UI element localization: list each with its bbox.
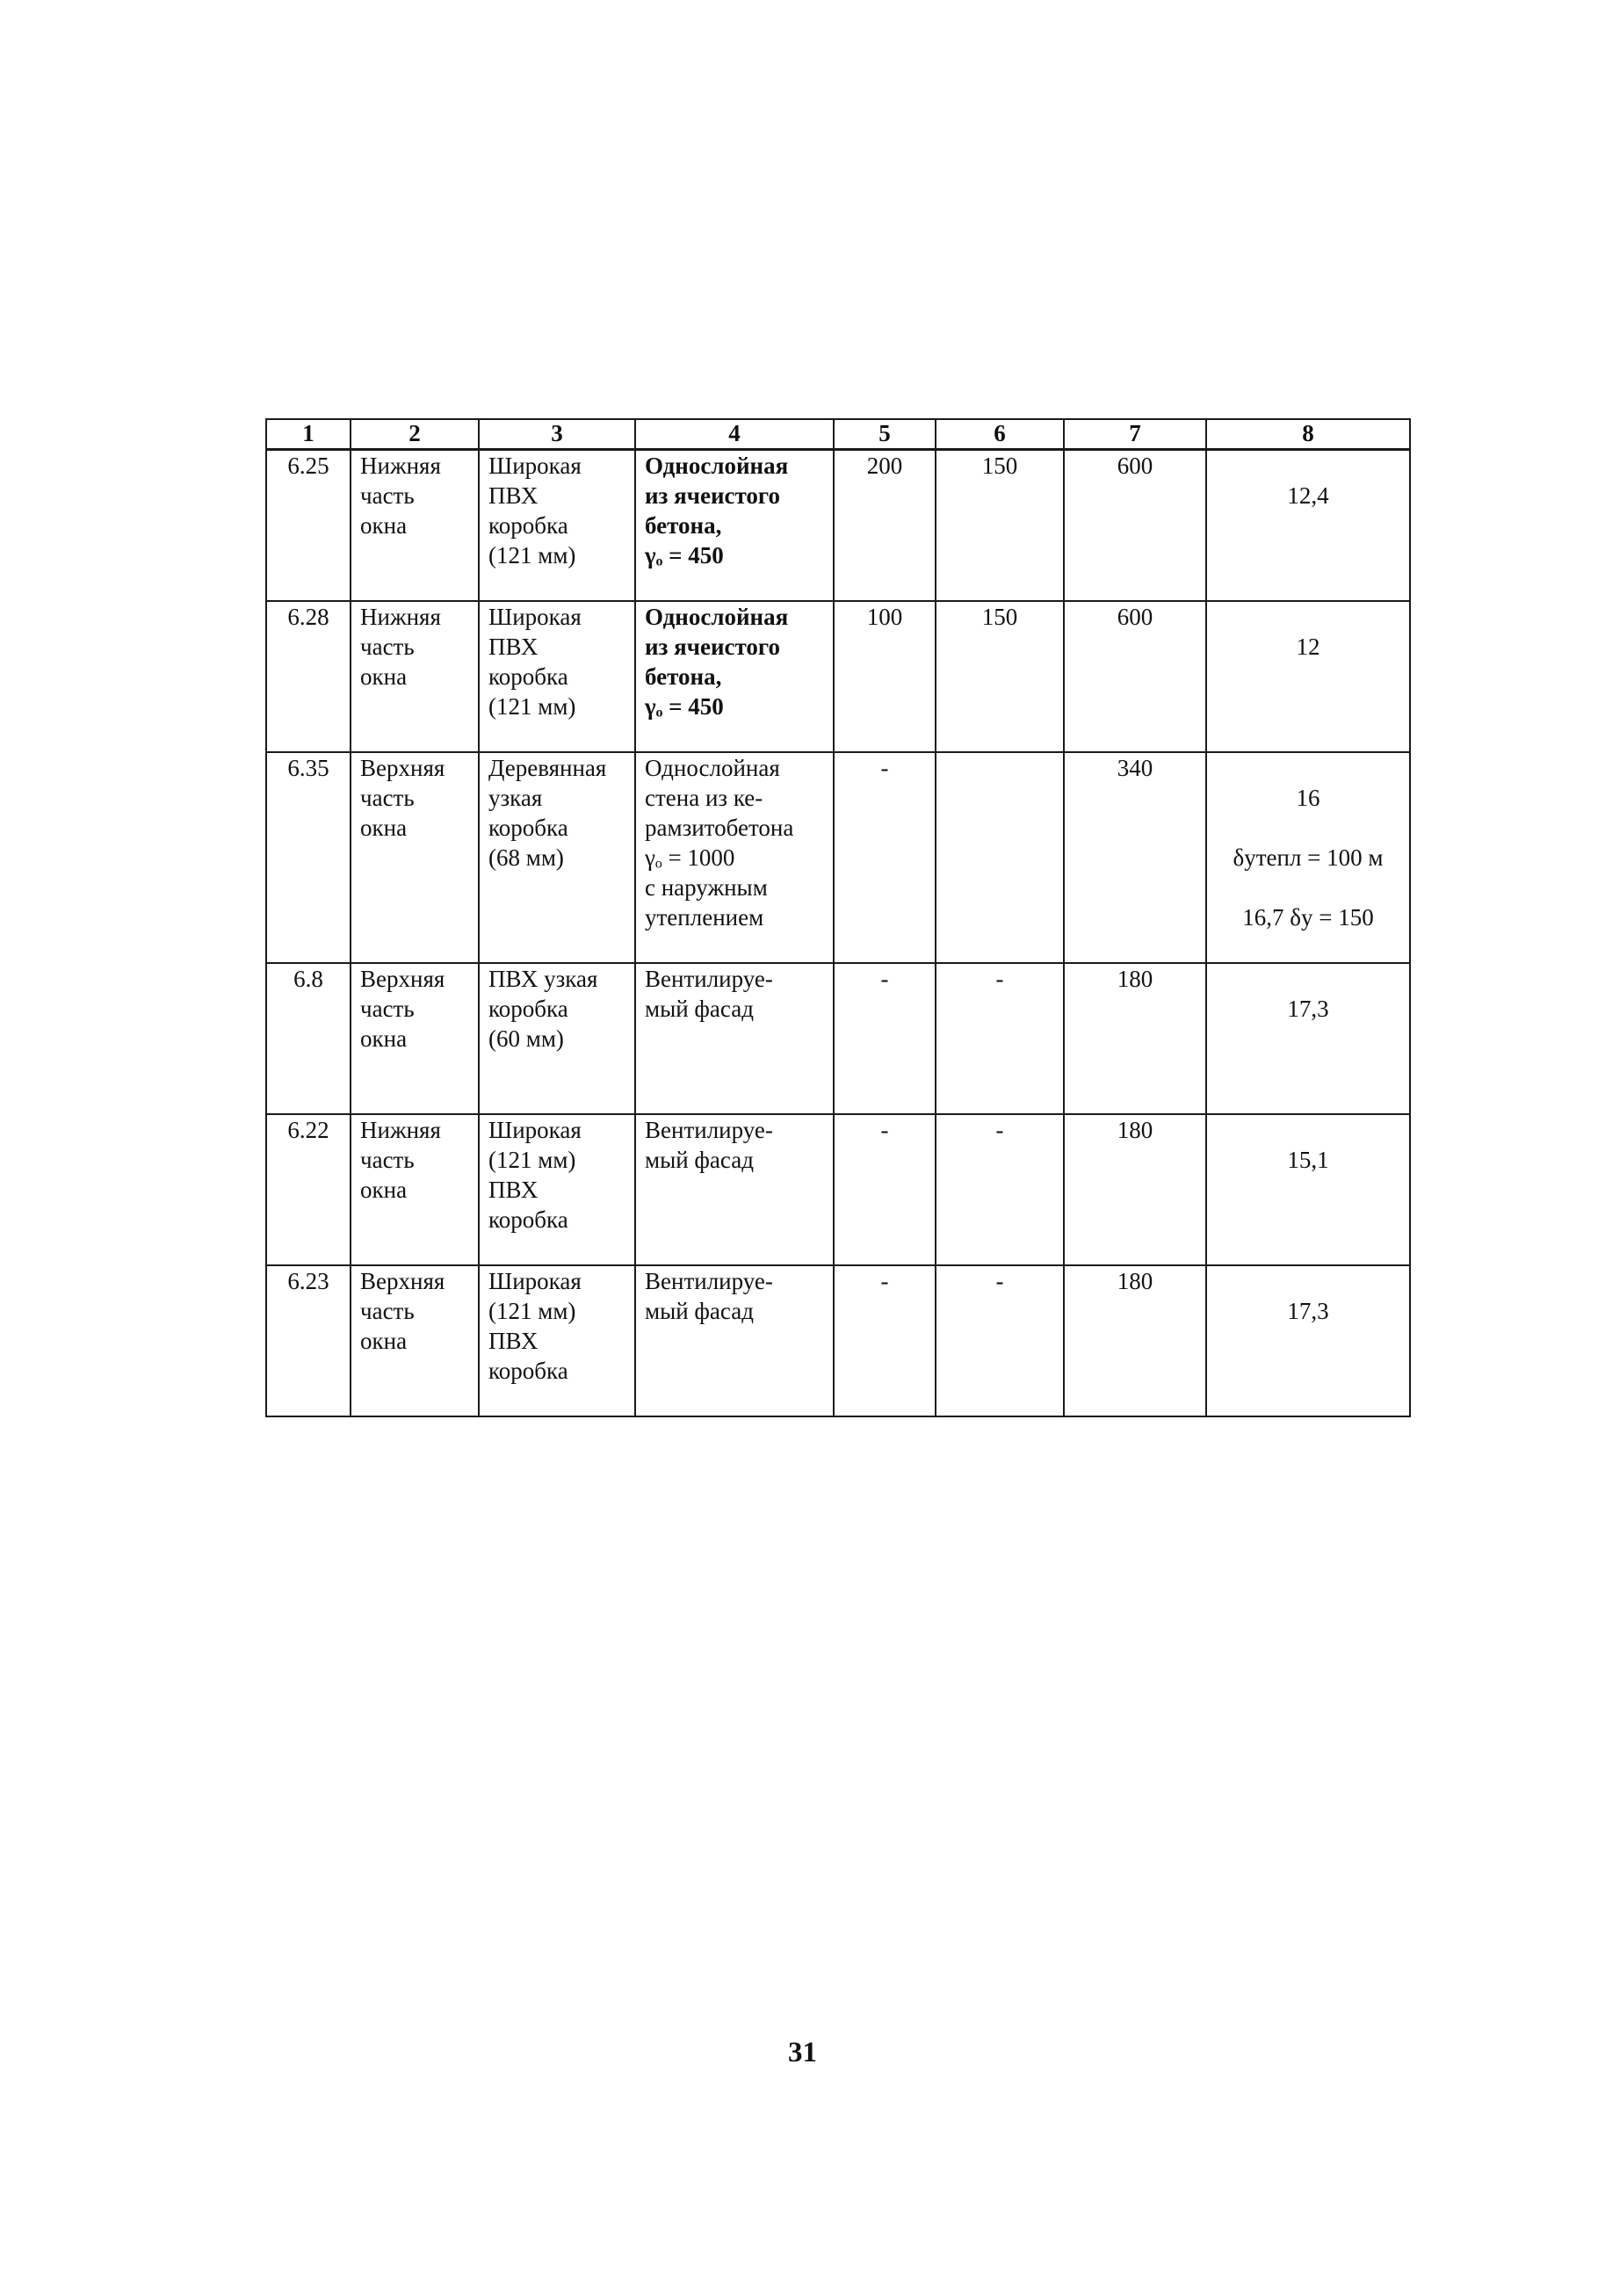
window-part: Нижняя часть окна <box>351 450 479 601</box>
header-col-6: 6 <box>936 419 1064 450</box>
col-8-line: δутепл = 100 м <box>1233 844 1384 871</box>
row-number: 6.22 <box>266 1114 351 1265</box>
col-5-value: - <box>834 752 936 963</box>
frame-type: Деревянная узкая коробка (68 мм) <box>479 752 635 963</box>
window-part: Верхняя часть окна <box>351 752 479 963</box>
page-number: 31 <box>788 2037 817 2068</box>
window-part: Нижняя часть окна <box>351 601 479 752</box>
col-7-value: 180 <box>1064 1265 1206 1416</box>
row-number: 6.28 <box>266 601 351 752</box>
col-5-value: - <box>834 963 936 1114</box>
col-5-value: - <box>834 1265 936 1416</box>
wall-type: Вентилируе- мый фасад <box>635 1114 834 1265</box>
col-5-value: 200 <box>834 450 936 601</box>
col-8-value <box>1206 1114 1410 1265</box>
wall-type: Вентилируе- мый фасад <box>635 963 834 1114</box>
table-row <box>266 752 1410 963</box>
col-7-value: 180 <box>1064 1114 1206 1265</box>
col-8-line: 17,3 <box>1287 995 1329 1022</box>
table-header <box>266 419 1410 450</box>
table-row <box>266 1114 1410 1265</box>
window-part: Верхняя часть окна <box>351 963 479 1114</box>
col-8-line: 17,3 <box>1287 1297 1329 1324</box>
table-row <box>266 1265 1410 1416</box>
header-col-5: 5 <box>834 419 936 450</box>
data-table <box>265 418 1411 1417</box>
table-body <box>266 450 1410 1416</box>
row-number: 6.35 <box>266 752 351 963</box>
col-8-value <box>1206 601 1410 752</box>
table-row <box>266 601 1410 752</box>
col-6-value <box>936 752 1064 963</box>
wall-type: Однослойная из ячеистого бетона, γₒ = 450 <box>635 601 834 752</box>
header-col-2: 2 <box>351 419 479 450</box>
col-6-value: - <box>936 1265 1064 1416</box>
col-8-value <box>1206 752 1410 963</box>
header-col-4: 4 <box>635 419 834 450</box>
col-7-value: 180 <box>1064 963 1206 1114</box>
header-col-7: 7 <box>1064 419 1206 450</box>
col-5-value: 100 <box>834 601 936 752</box>
frame-type: Широкая (121 мм) ПВХ коробка <box>479 1114 635 1265</box>
col-8-line: 16 <box>1296 784 1320 811</box>
col-6-value: 150 <box>936 450 1064 601</box>
header-col-8: 8 <box>1206 419 1410 450</box>
col-8-value <box>1206 963 1410 1114</box>
col-5-value: - <box>834 1114 936 1265</box>
col-7-value: 600 <box>1064 450 1206 601</box>
frame-type: Широкая (121 мм) ПВХ коробка <box>479 1265 635 1416</box>
window-part: Нижняя часть окна <box>351 1114 479 1265</box>
table-row <box>266 963 1410 1114</box>
col-8-value <box>1206 450 1410 601</box>
row-number: 6.25 <box>266 450 351 601</box>
col-7-value: 340 <box>1064 752 1206 963</box>
col-8-line: 15,1 <box>1287 1146 1329 1173</box>
row-number: 6.8 <box>266 963 351 1114</box>
col-6-value: 150 <box>936 601 1064 752</box>
col-8-value <box>1206 1265 1410 1416</box>
col-8-line: 12,4 <box>1287 482 1329 509</box>
col-7-value: 600 <box>1064 601 1206 752</box>
row-number: 6.23 <box>266 1265 351 1416</box>
window-part: Верхняя часть окна <box>351 1265 479 1416</box>
table-row <box>266 450 1410 601</box>
wall-type: Вентилируе- мый фасад <box>635 1265 834 1416</box>
wall-type: Однослойная стена из ке- рамзитобетона γₒ = 1000 с наружным утеплением <box>635 752 834 963</box>
header-col-1: 1 <box>266 419 351 450</box>
col-8-line: 16,7 δу = 150 <box>1242 903 1374 931</box>
col-8-line: 12 <box>1296 633 1320 660</box>
col-6-value: - <box>936 963 1064 1114</box>
frame-type: Широкая ПВХ коробка (121 мм) <box>479 450 635 601</box>
frame-type: Широкая ПВХ коробка (121 мм) <box>479 601 635 752</box>
wall-type: Однослойная из ячеистого бетона, γₒ = 450 <box>635 450 834 601</box>
header-col-3: 3 <box>479 419 635 450</box>
header-row <box>266 419 1410 450</box>
frame-type: ПВХ узкая коробка (60 мм) <box>479 963 635 1114</box>
col-6-value: - <box>936 1114 1064 1265</box>
